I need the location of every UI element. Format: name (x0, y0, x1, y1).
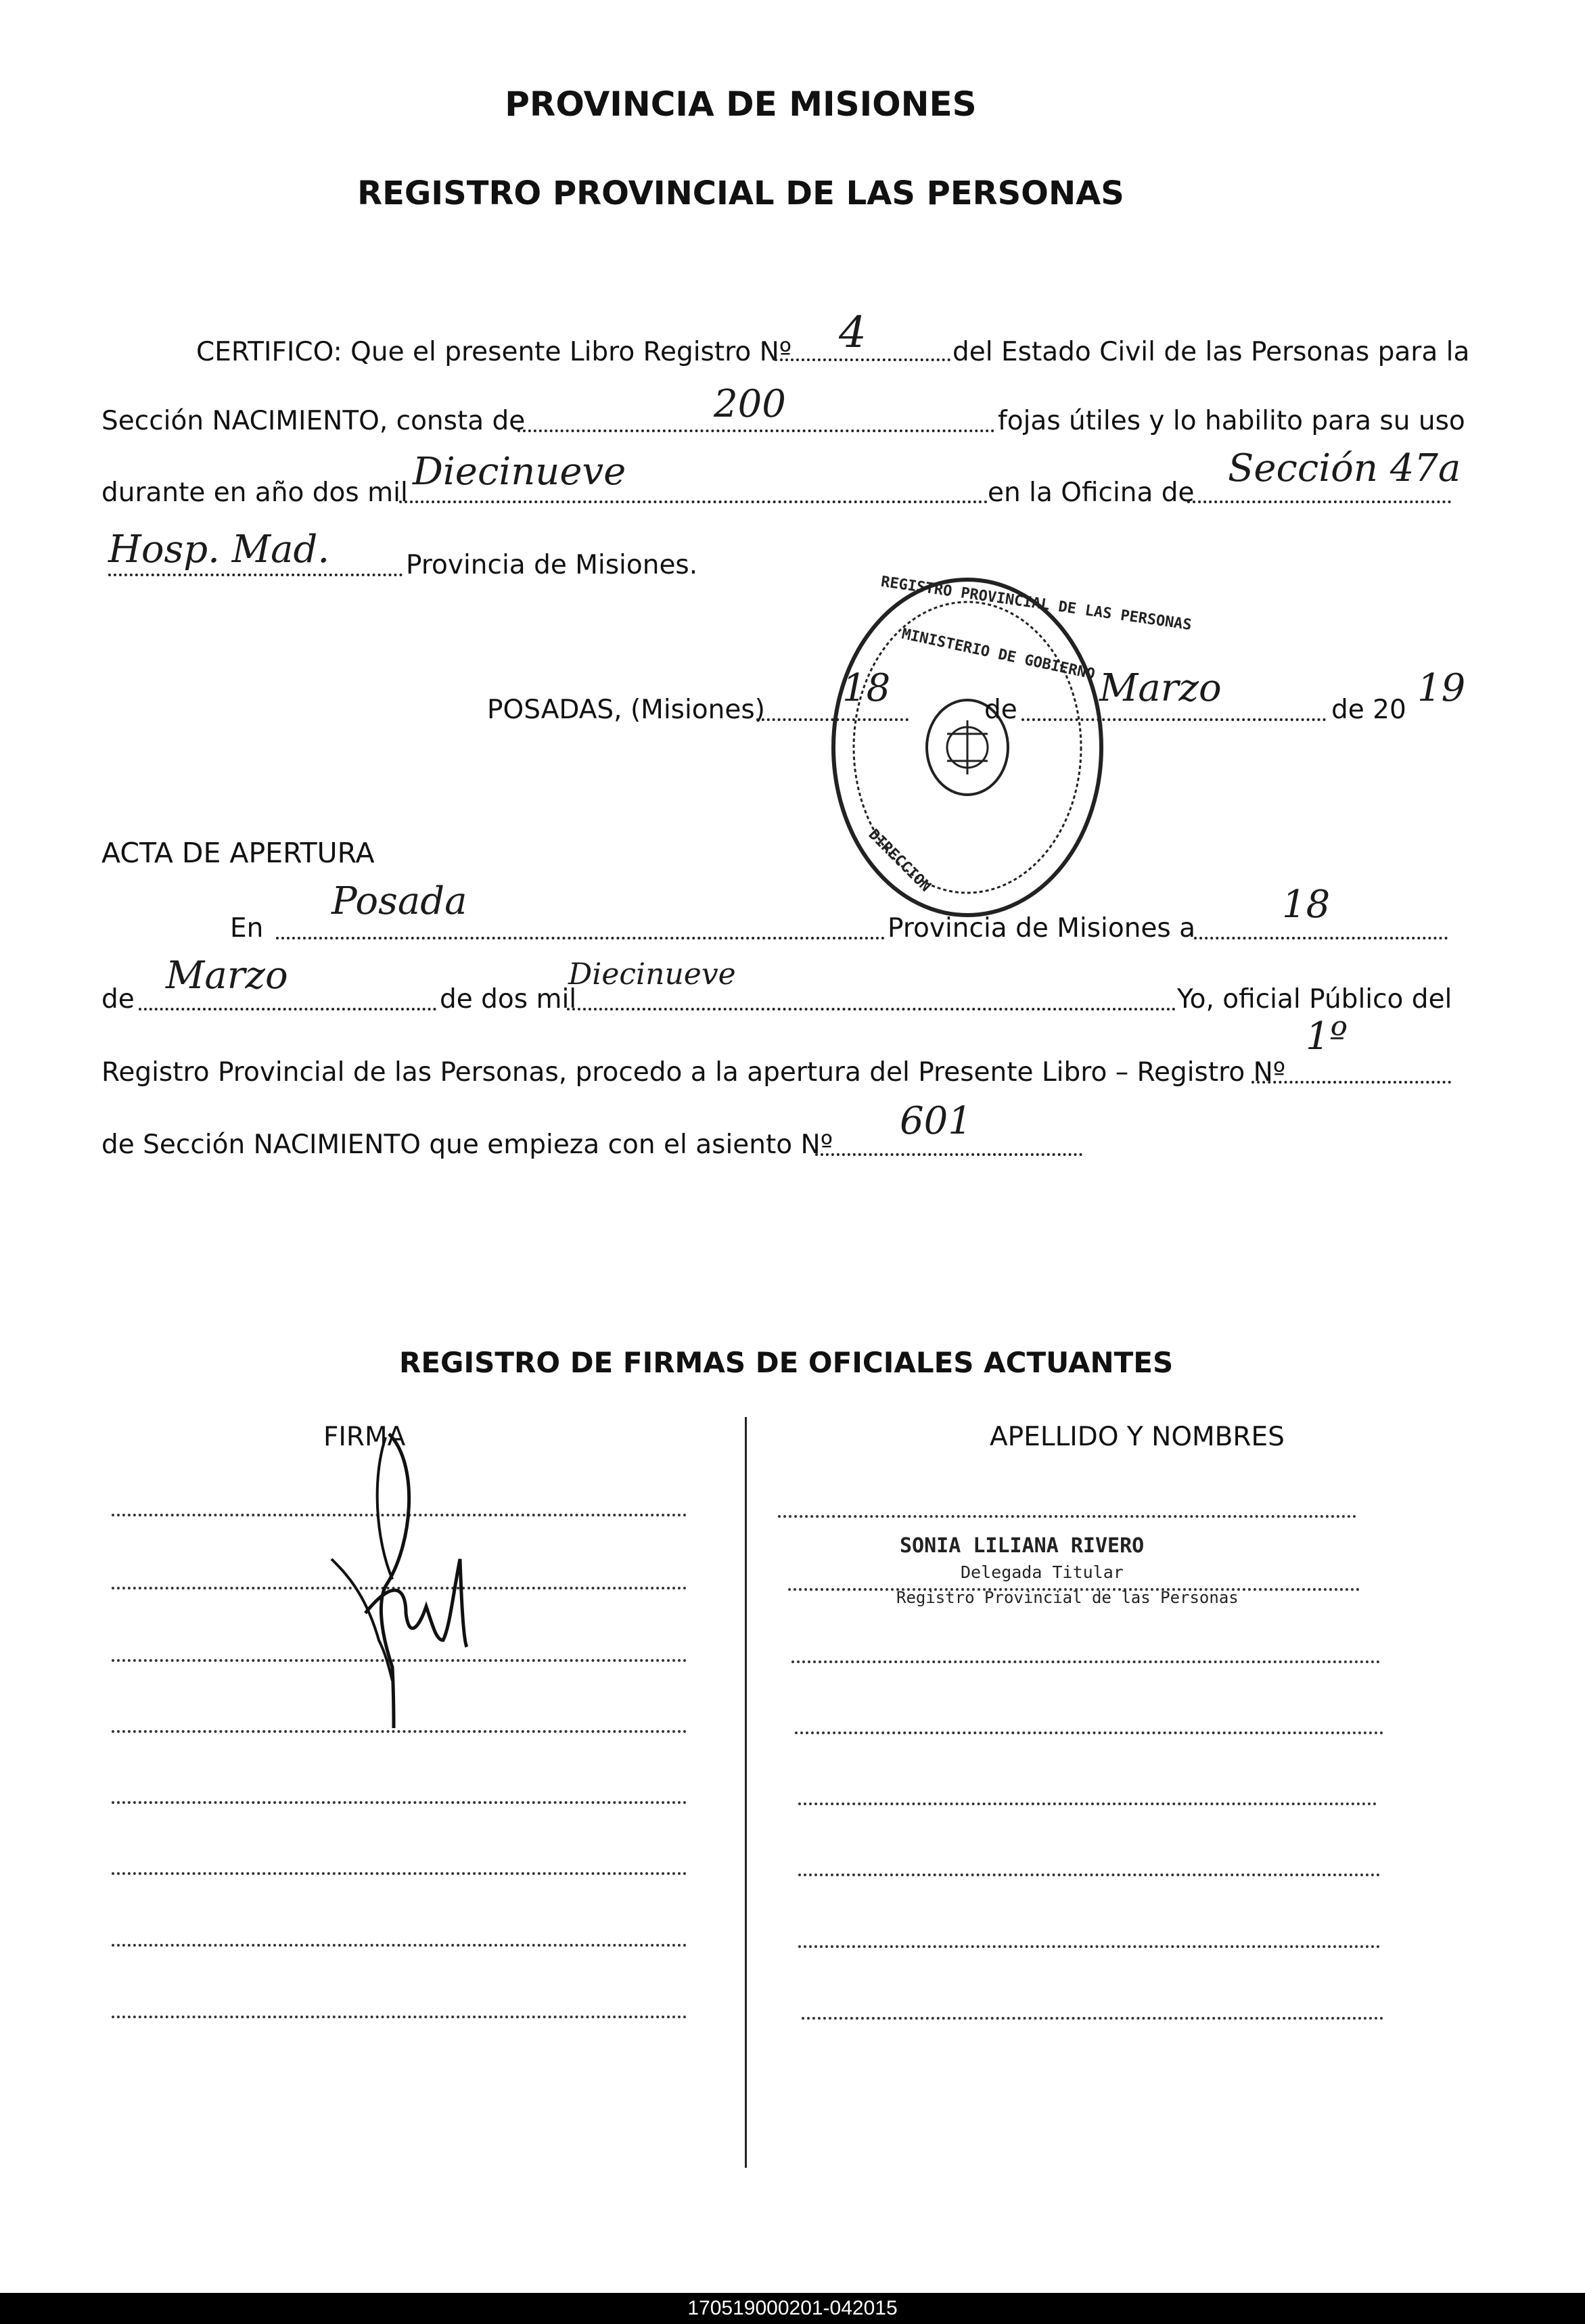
firma-line (112, 1944, 687, 1947)
posadas-dia-handwritten: 18 (842, 666, 891, 710)
acta-dia-dots (1194, 937, 1448, 939)
officer-name-stamp: SONIA LILIANA RIVERO (900, 1534, 1145, 1558)
official-seal-stamp (825, 572, 1109, 923)
acta-anio-dots (567, 1008, 1176, 1010)
acta-en-label: En (230, 913, 264, 944)
acta-dos-mil-label: de dos mil (440, 984, 577, 1015)
oficina-handwritten: Sección 47a (1228, 446, 1461, 490)
nombres-line (795, 1732, 1383, 1734)
acta-line4: de Sección NACIMIENTO que empieza con el asiento Nº (101, 1130, 833, 1160)
certifico-line2-end: fojas útiles y lo habilito para su uso (998, 406, 1465, 436)
acta-registro-dots (1251, 1081, 1451, 1084)
nombres-line (778, 1515, 1356, 1518)
certifico-line3-middle: en la Oficina de (988, 478, 1195, 508)
firma-line (112, 2016, 687, 2018)
acta-de-label: de (101, 984, 135, 1015)
firma-line (112, 1801, 687, 1804)
posadas-de-2: de 20 (1331, 695, 1406, 725)
posadas-dia-dots (756, 718, 909, 721)
seal-text-bottom: DIRECCION (865, 826, 934, 896)
col-firma-label: FIRMA (323, 1422, 406, 1452)
posadas-de-1: de (984, 695, 1017, 725)
column-divider (745, 1417, 747, 2168)
nombres-line (791, 1660, 1380, 1663)
fojas-handwritten: 200 (714, 382, 786, 426)
firma-line (112, 1872, 687, 1875)
acta-asiento-handwritten: 601 (900, 1099, 972, 1143)
officer-role-stamp: Delegada Titular (961, 1562, 1124, 1582)
posadas-label: POSADAS, (Misiones) (487, 695, 765, 725)
acta-dia-handwritten: 18 (1282, 883, 1331, 927)
handwritten-signature (318, 1424, 494, 1735)
oficina-cont-handwritten: Hosp. Mad. (108, 528, 330, 572)
libro-num-dots (775, 358, 950, 361)
acta-heading: ACTA DE APERTURA (101, 837, 375, 869)
seal-text-inner: MINISTERIO DE GOBIERNO (900, 625, 1097, 684)
acta-mes-handwritten: Marzo (166, 954, 288, 998)
certifico-line1-end: del Estado Civil de las Personas para la (952, 337, 1470, 367)
col-nombres-label: APELLIDO Y NOMBRES (990, 1422, 1285, 1452)
certifico-line3-start: durante en año dos mil (101, 478, 408, 508)
firmas-heading: REGISTRO DE FIRMAS DE OFICIALES ACTUANTES (399, 1346, 1174, 1379)
certifico-line2-start: Sección NACIMIENTO, consta de (101, 406, 526, 436)
acta-mes-dots (139, 1008, 436, 1010)
acta-lugar-handwritten: Posada (331, 879, 467, 923)
libro-num-handwritten: 4 (839, 308, 867, 358)
nombres-line (798, 1945, 1380, 1948)
acta-asiento-dots (815, 1153, 1082, 1156)
posadas-anio-handwritten: 19 (1417, 666, 1466, 710)
certifico-line4-end: Provincia de Misiones. (406, 550, 698, 580)
nombres-line (798, 1803, 1377, 1805)
anio-handwritten: Diecinueve (413, 450, 626, 494)
oficina-cont-dots (108, 574, 403, 576)
page-subtitle: REGISTRO PROVINCIAL DE LAS PERSONAS (357, 175, 1124, 212)
document-id-code: 170519000201-042015 (687, 2297, 898, 2319)
document-id-bar (0, 2293, 1585, 2324)
posadas-mes-dots (1021, 718, 1326, 721)
anio-dots (399, 501, 988, 503)
seal-text-outer: REGISTRO PROVINCIAL DE LAS PERSONAS (879, 573, 1193, 634)
acta-yo-oficial: Yo, oficial Público del (1177, 984, 1452, 1015)
posadas-mes-handwritten: Marzo (1099, 666, 1222, 710)
nombres-line (798, 1874, 1380, 1876)
acta-line3: Registro Provincial de las Personas, procedo a la apertura del Presente Libro – Registro Nº (101, 1057, 1286, 1088)
officer-org-stamp: Registro Provincial de las Personas (896, 1588, 1239, 1607)
page-title: PROVINCIA DE MISIONES (505, 85, 977, 124)
fojas-dots (518, 429, 994, 432)
certifico-line1-start: CERTIFICO: Que el presente Libro Registro Nº (196, 337, 792, 367)
acta-anio-handwritten: Diecinueve (568, 957, 736, 992)
acta-provincia-label: Provincia de Misiones a (888, 913, 1196, 944)
acta-registro-handwritten: 1º (1306, 1015, 1348, 1059)
nombres-line (802, 2017, 1383, 2020)
acta-lugar-dots (276, 937, 885, 939)
oficina-dots (1187, 501, 1451, 503)
